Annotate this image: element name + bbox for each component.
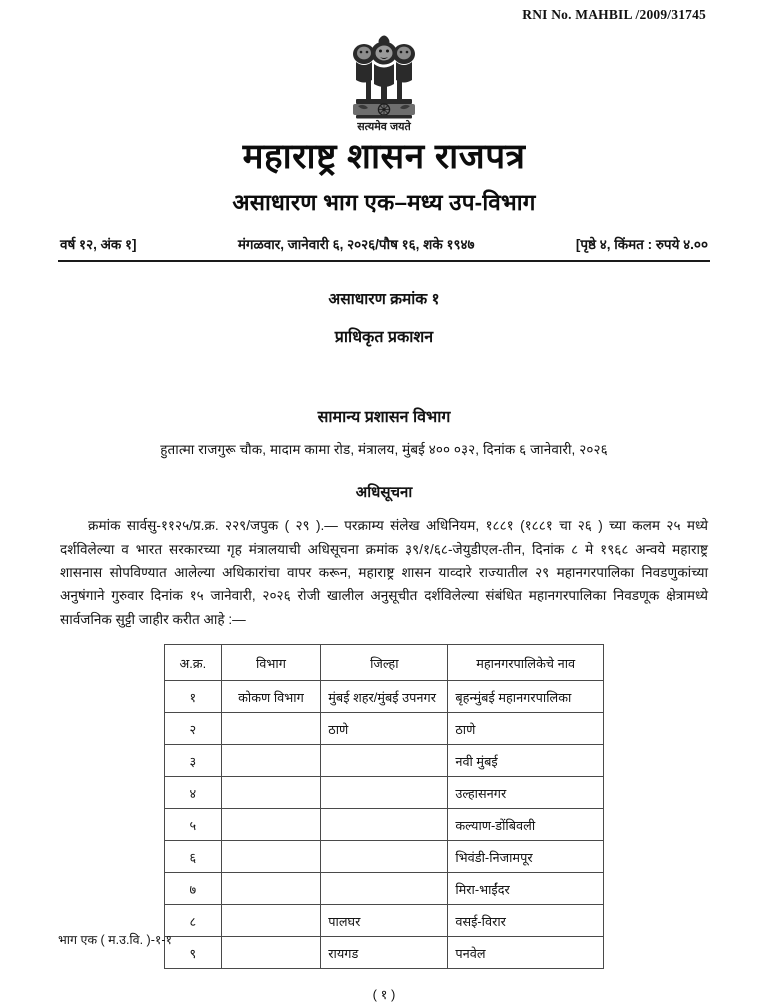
notification-paragraph-text: क्रमांक सार्वसु-११२५/प्र.क्र. २२९/जपुक ( २९ ).— परक्राम्य संलेख अधिनियम, १८८१ (१८८१ चा २६ ) च्या कलम २५ मध्ये दर्शविलेल्या व भारत सरकारच्या गृह मंत्रालयाची अधिसूचना क्रमांक ३९/१/६८-जेयुडीएल-तीन, दिनांक ८ मे १९६८ अन्वये महाराष्ट्र शासनास सोपविण्यात आलेल्या अधिकारांचा वापर करून, महाराष्ट्र शासन याव्दारे राज्यातील २९ महानगरपालिका निवडणुकांच्या अनुषंगाने गुरुवार दिनांक १५ जानेवारी, २०२६ रोजी खालील अनुसूचीत दर्शविलेल्या संबंधित महानगरपालिका निवडणूक क्षेत्रामध्ये सार्वजनिक सुट्टी जाहीर करीत आहे :— — [60, 518, 708, 627]
table-row — [165, 905, 604, 937]
table-row — [165, 809, 604, 841]
cell-division — [221, 841, 321, 873]
cell-division — [221, 937, 321, 969]
cell-district: ठाणे — [321, 713, 448, 745]
table-row — [165, 681, 604, 713]
table-row — [165, 841, 604, 873]
cell-corporation: नवी मुंबई — [448, 745, 604, 777]
header-divider — [58, 260, 710, 262]
cell-corporation: मिरा-भाईंदर — [448, 873, 604, 905]
headings-block — [58, 287, 710, 502]
cell-serial: ८ — [165, 905, 222, 937]
national-emblem-container — [58, 30, 710, 134]
cell-serial: ९ — [165, 937, 222, 969]
cell-serial: १ — [165, 681, 222, 713]
column-header-division: विभाग — [221, 645, 321, 681]
cell-division: कोकण विभाग — [221, 681, 321, 713]
cell-serial: ३ — [165, 745, 222, 777]
table-head — [165, 645, 604, 681]
cell-corporation: पनवेल — [448, 937, 604, 969]
cell-division — [221, 713, 321, 745]
cell-corporation: भिवंडी-निजामपूर — [448, 841, 604, 873]
table-body — [165, 681, 604, 969]
authorized-publication: प्राधिकृत प्रकाशन — [334, 329, 434, 347]
column-header-serial: अ.क्र. — [165, 645, 222, 681]
table-row — [165, 777, 604, 809]
ashoka-lion-capital-icon — [336, 30, 432, 134]
rni-row — [58, 0, 710, 24]
gazette-title: महाराष्ट्र शासन राजपत्र — [242, 137, 526, 176]
department-name: सामान्य प्रशासन विभाग — [317, 409, 451, 427]
cell-corporation: बृहन्मुंबई महानगरपालिका — [448, 681, 604, 713]
gazette-subtitle: असाधारण भाग एक–मध्य उप-विभाग — [232, 190, 536, 216]
cell-division — [221, 809, 321, 841]
cell-district: रायगड — [321, 937, 448, 969]
cell-district: पालघर — [321, 905, 448, 937]
schedule-table-container — [58, 644, 710, 969]
cell-district — [321, 873, 448, 905]
table-row — [165, 937, 604, 969]
cell-division — [221, 905, 321, 937]
extraordinary-number: असाधारण क्रमांक १ — [328, 291, 440, 309]
table-row — [165, 713, 604, 745]
cell-district — [321, 809, 448, 841]
page-number: ( १ ) — [372, 987, 396, 1003]
cell-district — [321, 745, 448, 777]
table-row — [165, 745, 604, 777]
department-address: हुतात्मा राजगुरू चौक, मादाम कामा रोड, मंत्रालय, मुंबई ४०० ०३२, दिनांक ६ जानेवारी, २०२६ — [160, 442, 608, 458]
table-row — [165, 873, 604, 905]
footer-part-code: भाग एक ( म.उ.वि. )-१-१ — [58, 933, 173, 947]
masthead — [58, 136, 710, 217]
cell-serial: ५ — [165, 809, 222, 841]
notification-body — [58, 514, 710, 631]
cell-serial: ७ — [165, 873, 222, 905]
cell-division — [221, 745, 321, 777]
cell-corporation: कल्याण-डोंबिवली — [448, 809, 604, 841]
column-header-district: जिल्हा — [321, 645, 448, 681]
cell-corporation: उल्हासनगर — [448, 777, 604, 809]
rni-number: RNI No. MAHBIL /2009/31745 — [522, 7, 706, 22]
cell-corporation: वसई-विरार — [448, 905, 604, 937]
column-header-corporation: महानगरपालिकेचे नाव — [448, 645, 604, 681]
volume-issue: वर्ष १२, अंक १] — [60, 237, 137, 253]
pages-price: [पृष्ठे ४, किंमत : रुपये ४.०० — [575, 237, 708, 253]
notification-heading: अधिसूचना — [355, 484, 413, 502]
cell-corporation: ठाणे — [448, 713, 604, 745]
volume-date-row — [58, 235, 710, 253]
cell-serial: ६ — [165, 841, 222, 873]
cell-district: मुंबई शहर/मुंबई उपनगर — [321, 681, 448, 713]
satyameva-jayate-text: सत्यमेव जयते — [357, 121, 411, 133]
table-header-row — [165, 645, 604, 681]
cell-district — [321, 777, 448, 809]
publication-date: मंगळवार, जानेवारी ६, २०२६/पौष १६, शके १९४७ — [237, 237, 475, 253]
cell-serial: ४ — [165, 777, 222, 809]
cell-division — [221, 777, 321, 809]
municipal-corporations-table — [164, 644, 604, 969]
cell-serial: २ — [165, 713, 222, 745]
cell-district — [321, 841, 448, 873]
cell-division — [221, 873, 321, 905]
